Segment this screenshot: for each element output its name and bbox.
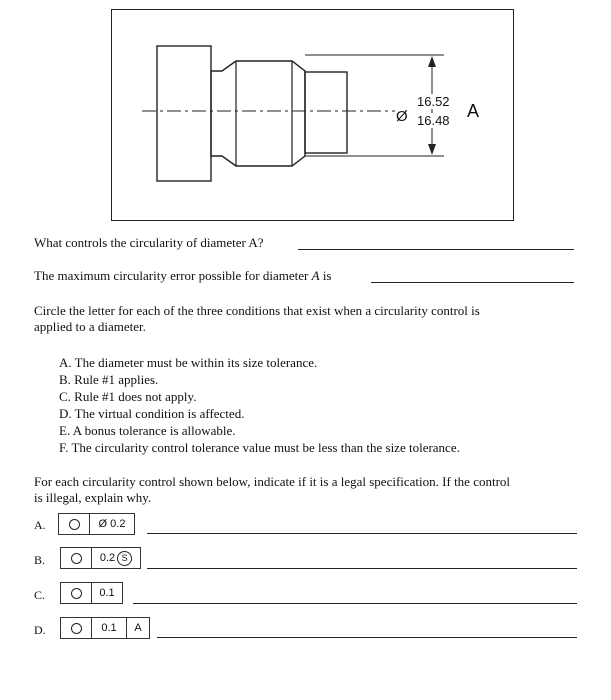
question-conditions-line1: Circle the letter for each of the three conditions that exist when a circularity control is [34,303,480,318]
condition-option-f[interactable]: F. The circularity control tolerance value must be less than the size tolerance. [59,440,460,455]
answer-line-control-b[interactable] [147,568,577,569]
tolerance-cell: 0.1 [91,583,122,603]
question-max-circularity-error: The maximum circularity error possible for diameter A is [34,268,332,283]
control-letter-c: C. [34,588,46,602]
condition-option-a[interactable]: A. The diameter must be within its size tolerance. [59,355,318,370]
circularity-symbol-cell [61,548,91,568]
circularity-symbol-cell [61,583,91,603]
part-body-neck [211,61,305,166]
tolerance-cell: 0.2 S [91,548,140,568]
lower-limit: 16.48 [417,113,450,128]
condition-option-b[interactable]: B. Rule #1 applies. [59,372,159,387]
legal-prompt-line1: For each circularity control shown below, indicate if it is a legal specification. If the control [34,474,511,489]
question-conditions-line2: applied to a diameter. [34,319,146,334]
part-body-large [157,46,211,181]
feature-control-frame-b [60,547,141,569]
circularity-symbol-cell [59,514,89,534]
answer-line-control-c[interactable] [133,603,577,604]
part-drawing-svg [112,10,513,220]
conditions-list [59,355,460,457]
condition-option-d[interactable]: D. The virtual condition is affected. [59,406,245,421]
condition-option-e[interactable]: E. A bonus tolerance is allowable. [59,423,236,438]
datum-label: A [467,101,480,121]
dimension-arrow-bottom [428,144,436,155]
legal-prompt-line2: is illegal, explain why. [34,490,152,505]
question-circularity-control: What controls the circularity of diameter A? [34,235,264,250]
circularity-icon [71,588,82,599]
answer-line-control-a[interactable] [147,533,577,534]
answer-line-control-d[interactable] [157,637,577,638]
answer-line-q2[interactable] [371,282,574,283]
rfs-modifier-icon: S [117,551,132,566]
upper-limit: 16.52 [417,94,450,109]
control-letter-a: A. [34,518,46,532]
feature-control-frame-c [60,582,123,604]
tolerance-cell: Ø 0.2 [89,514,134,534]
datum-cell: A [126,618,149,638]
dimension-arrow-top [428,56,436,67]
answer-line-q1[interactable] [298,249,574,250]
circularity-icon [71,623,82,634]
condition-option-c[interactable]: C. Rule #1 does not apply. [59,389,197,404]
part-body-shaft [305,72,347,153]
feature-control-frame-a [58,513,135,535]
control-letter-b: B. [34,553,46,567]
control-letter-d: D. [34,623,46,637]
diameter-symbol: Ø [396,108,408,125]
part-drawing [111,9,514,221]
circularity-icon [69,519,80,530]
tolerance-cell: 0.1 [91,618,126,638]
circularity-icon [71,553,82,564]
feature-control-frame-d [60,617,150,639]
circularity-symbol-cell [61,618,91,638]
